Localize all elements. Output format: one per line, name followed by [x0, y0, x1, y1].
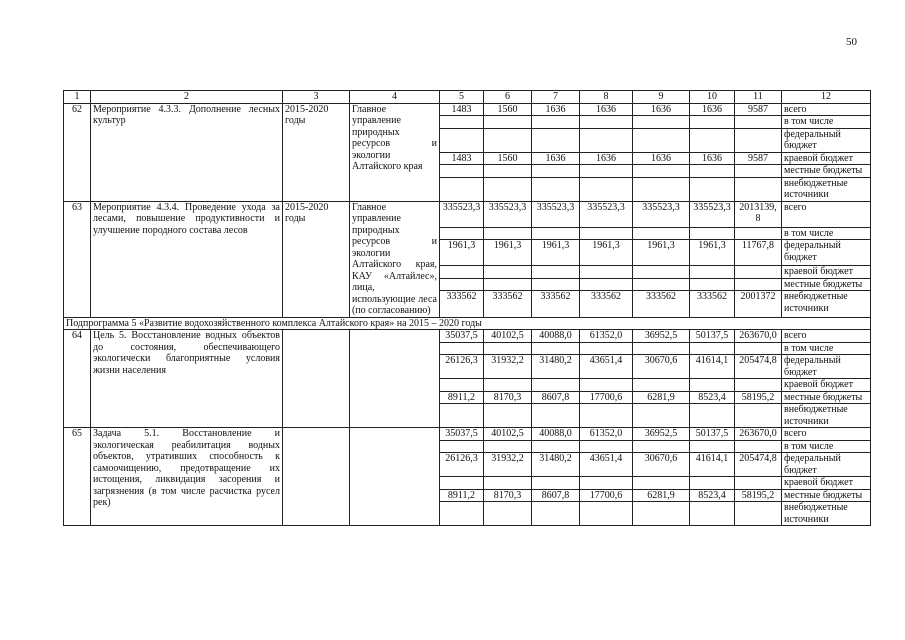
empty-cell [580, 440, 633, 453]
value-cell: 8607,8 [532, 391, 580, 404]
empty-cell [690, 404, 735, 428]
empty-cell [440, 227, 484, 240]
value-cell: 263670,0 [735, 330, 782, 343]
value-cell: 1636 [633, 152, 690, 165]
value-cell: 17700,6 [580, 391, 633, 404]
value-cell: 58195,2 [735, 391, 782, 404]
value-cell: 8523,4 [690, 391, 735, 404]
empty-cell [440, 502, 484, 526]
executor-cell: Главное управление природных ресурсов и экологии Алтайского края [350, 103, 440, 201]
column-number: 1 [64, 91, 91, 104]
funding-type-label: местные бюджеты [782, 489, 871, 502]
empty-cell [484, 128, 532, 152]
value-cell: 205474,8 [735, 453, 782, 477]
value-cell: 40088,0 [532, 428, 580, 441]
empty-cell [633, 165, 690, 178]
value-cell: 50137,5 [690, 330, 735, 343]
column-number: 10 [690, 91, 735, 104]
budget-table [63, 90, 871, 526]
empty-cell [690, 266, 735, 279]
column-number: 7 [532, 91, 580, 104]
funding-type-label: краевой бюджет [782, 477, 871, 490]
value-cell: 35037,5 [440, 428, 484, 441]
empty-cell [532, 278, 580, 291]
value-cell: 41614,1 [690, 453, 735, 477]
measure-name: Мероприятие 4.3.3. Дополнение лесных культур [91, 103, 283, 201]
column-number: 4 [350, 91, 440, 104]
empty-cell [580, 477, 633, 490]
empty-cell [532, 379, 580, 392]
empty-cell [484, 379, 532, 392]
empty-cell [440, 477, 484, 490]
funding-type-label: краевой бюджет [782, 379, 871, 392]
value-cell: 2001372 [735, 291, 782, 317]
empty-cell [633, 227, 690, 240]
value-cell: 41614,1 [690, 355, 735, 379]
empty-cell [735, 177, 782, 201]
value-cell: 1961,3 [690, 240, 735, 266]
funding-type-label: краевой бюджет [782, 266, 871, 279]
empty-cell [633, 502, 690, 526]
empty-cell [532, 165, 580, 178]
empty-cell [735, 404, 782, 428]
empty-cell [690, 227, 735, 240]
empty-cell [580, 502, 633, 526]
empty-cell [735, 128, 782, 152]
funding-type-label: федеральный бюджет [782, 355, 871, 379]
empty-cell [484, 502, 532, 526]
empty-cell [532, 266, 580, 279]
value-cell: 61352,0 [580, 330, 633, 343]
value-cell: 1961,3 [484, 240, 532, 266]
empty-cell [532, 477, 580, 490]
funding-type-label: внебюджетные источники [782, 291, 871, 317]
value-cell: 1636 [532, 152, 580, 165]
empty-cell [484, 227, 532, 240]
executor-cell: Главное управление природных ресурсов и экологии Алтайского края, КАУ «Алтайлес», лица, использующие леса (по согласованию) [350, 201, 440, 317]
column-number: 8 [580, 91, 633, 104]
empty-cell [735, 502, 782, 526]
empty-cell [440, 116, 484, 129]
subprogram-row [64, 317, 871, 330]
row-number: 62 [64, 103, 91, 201]
value-cell: 335523,3 [532, 201, 580, 227]
value-cell: 8170,3 [484, 489, 532, 502]
value-cell: 333562 [440, 291, 484, 317]
funding-type-label: в том числе [782, 227, 871, 240]
value-cell: 26126,3 [440, 355, 484, 379]
value-cell: 1636 [532, 103, 580, 116]
empty-cell [580, 266, 633, 279]
empty-cell [580, 278, 633, 291]
value-cell: 1636 [580, 103, 633, 116]
value-cell: 31480,2 [532, 453, 580, 477]
funding-type-label: местные бюджеты [782, 278, 871, 291]
empty-cell [532, 116, 580, 129]
funding-type-label: в том числе [782, 116, 871, 129]
value-cell: 8170,3 [484, 391, 532, 404]
value-cell: 61352,0 [580, 428, 633, 441]
empty-cell [440, 404, 484, 428]
empty-cell [484, 116, 532, 129]
value-cell: 17700,6 [580, 489, 633, 502]
value-cell: 36952,5 [633, 428, 690, 441]
empty-cell [580, 128, 633, 152]
empty-cell [532, 227, 580, 240]
value-cell: 40102,5 [484, 428, 532, 441]
empty-cell [580, 165, 633, 178]
empty-cell [633, 278, 690, 291]
empty-cell [690, 477, 735, 490]
empty-cell [690, 165, 735, 178]
funding-type-label: внебюджетные источники [782, 502, 871, 526]
page-number: 50 [846, 36, 857, 48]
value-cell: 8607,8 [532, 489, 580, 502]
empty-cell [440, 278, 484, 291]
empty-cell [690, 128, 735, 152]
funding-type-label: федеральный бюджет [782, 453, 871, 477]
value-cell: 333562 [633, 291, 690, 317]
empty-cell [633, 342, 690, 355]
column-number: 12 [782, 91, 871, 104]
row-65 [64, 428, 871, 441]
empty-cell [484, 440, 532, 453]
period-cell [283, 330, 350, 428]
value-cell: 31480,2 [532, 355, 580, 379]
measure-name: Задача 5.1. Восстановление и экологическая реабилитация водных объектов, утративших способность к самоочищению, предотвращение их истощения, ликвидация засорения и загрязнения (в том числе расчистка русел рек) [91, 428, 283, 526]
empty-cell [690, 342, 735, 355]
value-cell: 26126,3 [440, 453, 484, 477]
empty-cell [633, 266, 690, 279]
funding-type-label: внебюджетные источники [782, 177, 871, 201]
empty-cell [633, 477, 690, 490]
row-number: 63 [64, 201, 91, 317]
empty-cell [633, 177, 690, 201]
empty-cell [580, 342, 633, 355]
funding-type-label: всего [782, 103, 871, 116]
row-number: 64 [64, 330, 91, 428]
funding-type-label: внебюджетные источники [782, 404, 871, 428]
funding-type-label: всего [782, 428, 871, 441]
funding-type-label: краевой бюджет [782, 152, 871, 165]
empty-cell [532, 404, 580, 428]
empty-cell [440, 177, 484, 201]
value-cell: 1636 [580, 152, 633, 165]
row-64 [64, 330, 871, 343]
value-cell: 8911,2 [440, 391, 484, 404]
empty-cell [484, 278, 532, 291]
empty-cell [735, 379, 782, 392]
empty-cell [633, 128, 690, 152]
empty-cell [440, 165, 484, 178]
empty-cell [580, 404, 633, 428]
value-cell: 9587 [735, 152, 782, 165]
empty-cell [690, 440, 735, 453]
value-cell: 6281,9 [633, 489, 690, 502]
value-cell: 335523,3 [690, 201, 735, 227]
value-cell: 9587 [735, 103, 782, 116]
empty-cell [690, 177, 735, 201]
value-cell: 31932,2 [484, 453, 532, 477]
value-cell: 36952,5 [633, 330, 690, 343]
value-cell: 333562 [690, 291, 735, 317]
value-cell: 1961,3 [580, 240, 633, 266]
empty-cell [532, 502, 580, 526]
value-cell: 1961,3 [633, 240, 690, 266]
funding-type-label: всего [782, 330, 871, 343]
empty-cell [484, 266, 532, 279]
funding-type-label: местные бюджеты [782, 165, 871, 178]
row-62 [64, 103, 871, 116]
value-cell: 1560 [484, 103, 532, 116]
value-cell: 43651,4 [580, 355, 633, 379]
value-cell: 2013139,8 [735, 201, 782, 227]
empty-cell [484, 342, 532, 355]
value-cell: 6281,9 [633, 391, 690, 404]
value-cell: 35037,5 [440, 330, 484, 343]
empty-cell [690, 379, 735, 392]
empty-cell [440, 440, 484, 453]
funding-type-label: в том числе [782, 342, 871, 355]
empty-cell [440, 342, 484, 355]
column-number: 11 [735, 91, 782, 104]
empty-cell [580, 227, 633, 240]
empty-cell [735, 266, 782, 279]
empty-cell [580, 379, 633, 392]
value-cell: 1483 [440, 152, 484, 165]
empty-cell [633, 404, 690, 428]
period-cell: 2015-2020 годы [283, 201, 350, 317]
empty-cell [440, 128, 484, 152]
empty-cell [735, 165, 782, 178]
value-cell: 40102,5 [484, 330, 532, 343]
value-cell: 50137,5 [690, 428, 735, 441]
executor-cell [350, 330, 440, 428]
value-cell: 1636 [690, 103, 735, 116]
executor-cell [350, 428, 440, 526]
header-row [64, 91, 871, 104]
value-cell: 8523,4 [690, 489, 735, 502]
empty-cell [532, 342, 580, 355]
empty-cell [484, 477, 532, 490]
row-63 [64, 201, 871, 227]
funding-type-label: федеральный бюджет [782, 240, 871, 266]
empty-cell [484, 404, 532, 428]
value-cell: 1636 [690, 152, 735, 165]
funding-type-label: всего [782, 201, 871, 227]
empty-cell [690, 502, 735, 526]
subprogram-title: Подпрограмма 5 «Развитие водохозяйственного комплекса Алтайского края» на 2015 – 2020 годы [64, 317, 871, 330]
value-cell: 11767,8 [735, 240, 782, 266]
value-cell: 43651,4 [580, 453, 633, 477]
empty-cell [735, 227, 782, 240]
empty-cell [633, 440, 690, 453]
value-cell: 333562 [484, 291, 532, 317]
empty-cell [633, 379, 690, 392]
column-number: 9 [633, 91, 690, 104]
empty-cell [735, 278, 782, 291]
period-cell: 2015-2020 годы [283, 103, 350, 201]
empty-cell [690, 278, 735, 291]
value-cell: 1961,3 [532, 240, 580, 266]
measure-name: Цель 5. Восстановление водных объектов до состояния, обеспечивающего экологически благоприятные условия жизни населения [91, 330, 283, 428]
row-number: 65 [64, 428, 91, 526]
empty-cell [532, 177, 580, 201]
value-cell: 30670,6 [633, 355, 690, 379]
empty-cell [532, 440, 580, 453]
value-cell: 335523,3 [440, 201, 484, 227]
column-number: 3 [283, 91, 350, 104]
measure-name: Мероприятие 4.3.4. Проведение ухода за лесами, повышение продуктивности и улучшение породного состава лесов [91, 201, 283, 317]
empty-cell [484, 177, 532, 201]
value-cell: 335523,3 [633, 201, 690, 227]
value-cell: 1560 [484, 152, 532, 165]
empty-cell [484, 165, 532, 178]
empty-cell [690, 116, 735, 129]
value-cell: 8911,2 [440, 489, 484, 502]
empty-cell [580, 177, 633, 201]
empty-cell [735, 440, 782, 453]
value-cell: 335523,3 [580, 201, 633, 227]
period-cell [283, 428, 350, 526]
column-number: 2 [91, 91, 283, 104]
value-cell: 31932,2 [484, 355, 532, 379]
value-cell: 205474,8 [735, 355, 782, 379]
column-number: 5 [440, 91, 484, 104]
empty-cell [440, 379, 484, 392]
empty-cell [580, 116, 633, 129]
value-cell: 58195,2 [735, 489, 782, 502]
value-cell: 1961,3 [440, 240, 484, 266]
value-cell: 263670,0 [735, 428, 782, 441]
empty-cell [440, 266, 484, 279]
empty-cell [633, 116, 690, 129]
value-cell: 1636 [633, 103, 690, 116]
funding-type-label: в том числе [782, 440, 871, 453]
empty-cell [532, 128, 580, 152]
column-number: 6 [484, 91, 532, 104]
value-cell: 333562 [580, 291, 633, 317]
value-cell: 335523,3 [484, 201, 532, 227]
value-cell: 1483 [440, 103, 484, 116]
value-cell: 30670,6 [633, 453, 690, 477]
value-cell: 333562 [532, 291, 580, 317]
value-cell: 40088,0 [532, 330, 580, 343]
funding-type-label: местные бюджеты [782, 391, 871, 404]
funding-type-label: федеральный бюджет [782, 128, 871, 152]
empty-cell [735, 342, 782, 355]
empty-cell [735, 116, 782, 129]
empty-cell [735, 477, 782, 490]
